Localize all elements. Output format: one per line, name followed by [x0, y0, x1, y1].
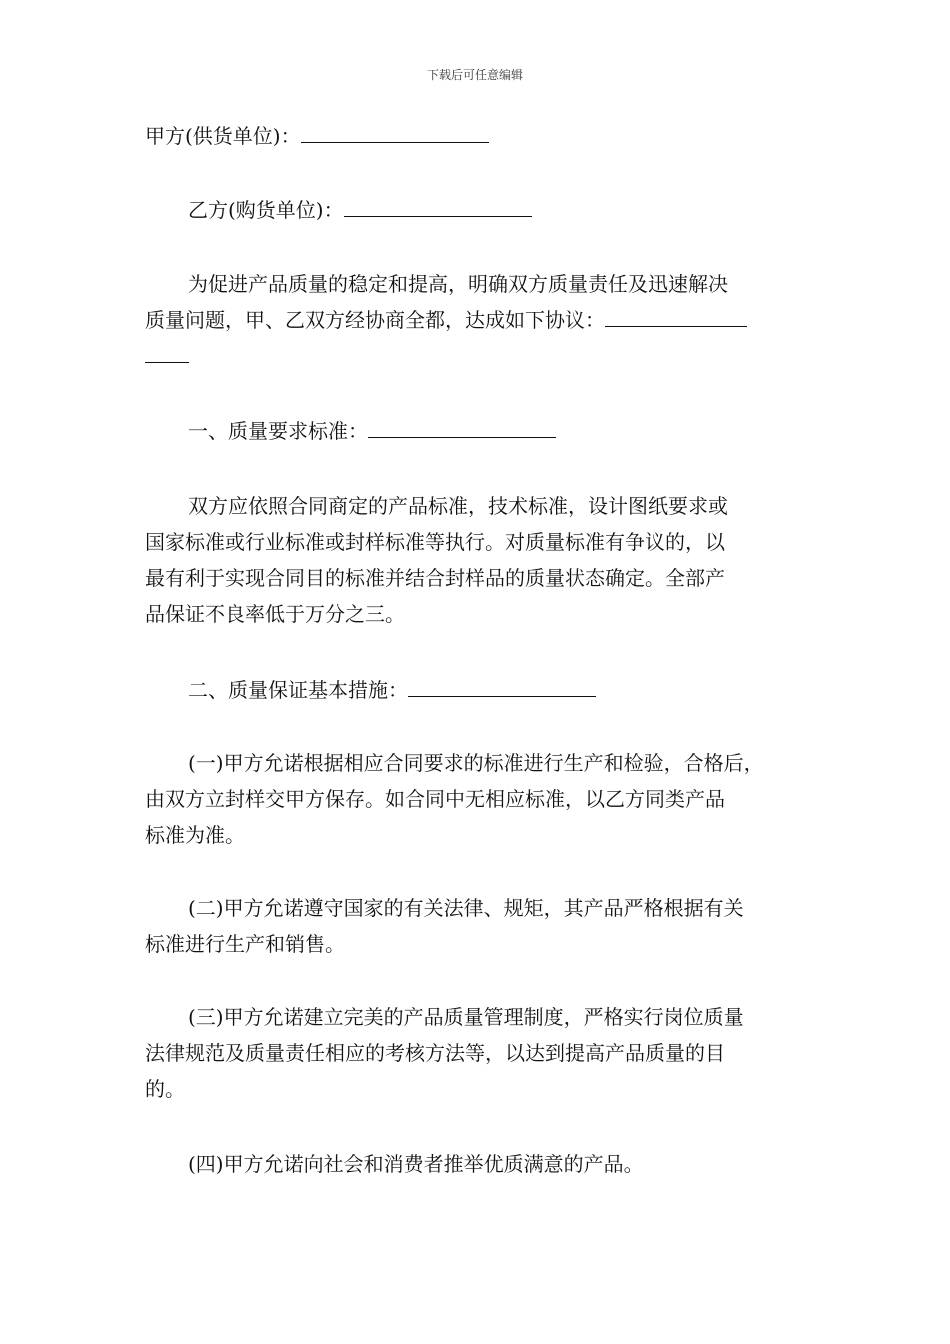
section2-heading: 二、质量保证基本措施：: [188, 678, 408, 702]
item3-line-1: (三)甲方允诺建立完美的产品质量管理制度，严格实行岗位质量: [188, 1005, 744, 1029]
section2-item-2: [145, 890, 810, 962]
section1-line-1: 双方应依照合同商定的产品标准，技术标准，设计图纸要求或: [188, 494, 728, 518]
intro-line-2: 质量问题，甲、乙双方经协商全都，达成如下协议：: [145, 308, 605, 332]
item4-line-1: (四)甲方允诺向社会和消费者推举优质满意的产品。: [188, 1152, 644, 1176]
section2-item-3: [145, 999, 810, 1107]
section1-heading: 一、质量要求标准：: [188, 419, 368, 443]
party-b-blank[interactable]: [344, 196, 532, 217]
section1-line-4: 品保证不良率低于万分之三。: [145, 602, 405, 626]
page-header-note: 下载后可任意编辑: [426, 68, 523, 82]
section2-heading-line: [145, 672, 810, 708]
item2-line-2: 标准进行生产和销售。: [145, 932, 345, 956]
section2-blank[interactable]: [408, 676, 596, 697]
section1-blank[interactable]: [368, 417, 556, 438]
item1-line-3: 标准为准。: [145, 823, 245, 847]
section1-paragraph: [145, 488, 810, 632]
section2-item-1: [145, 745, 810, 853]
item2-line-1: (二)甲方允诺遵守国家的有关法律、规矩，其产品严格根据有关: [188, 896, 744, 920]
section1-line-3: 最有利于实现合同目的标准并结合封样品的质量状态确定。全部产: [145, 566, 725, 590]
party-a-line: [145, 118, 810, 154]
item3-line-3: 的。: [145, 1077, 185, 1101]
intro-blank-2[interactable]: [145, 342, 189, 363]
intro-line-1: 为促进产品质量的稳定和提高，明确双方质量责任及迅速解决: [188, 272, 728, 296]
party-b-line: [145, 192, 810, 228]
section1-heading-line: [145, 413, 810, 449]
section1-line-2: 国家标准或行业标准或封样标准等执行。对质量标准有争议的，以: [145, 530, 725, 554]
item1-line-2: 由双方立封样交甲方保存。如合同中无相应标准，以乙方同类产品: [145, 787, 725, 811]
item3-line-2: 法律规范及质量责任相应的考核方法等，以达到提高产品质量的目: [145, 1041, 725, 1065]
party-a-blank[interactable]: [301, 122, 489, 143]
intro-paragraph: [145, 266, 810, 374]
section2-item-4: [145, 1146, 810, 1182]
party-b-label: 乙方(购货单位)：: [188, 198, 344, 222]
party-a-label: 甲方(供货单位)：: [145, 124, 301, 148]
intro-blank-1[interactable]: [605, 306, 747, 327]
item1-line-1: (一)甲方允诺根据相应合同要求的标准进行生产和检验，合格后，: [188, 751, 764, 775]
